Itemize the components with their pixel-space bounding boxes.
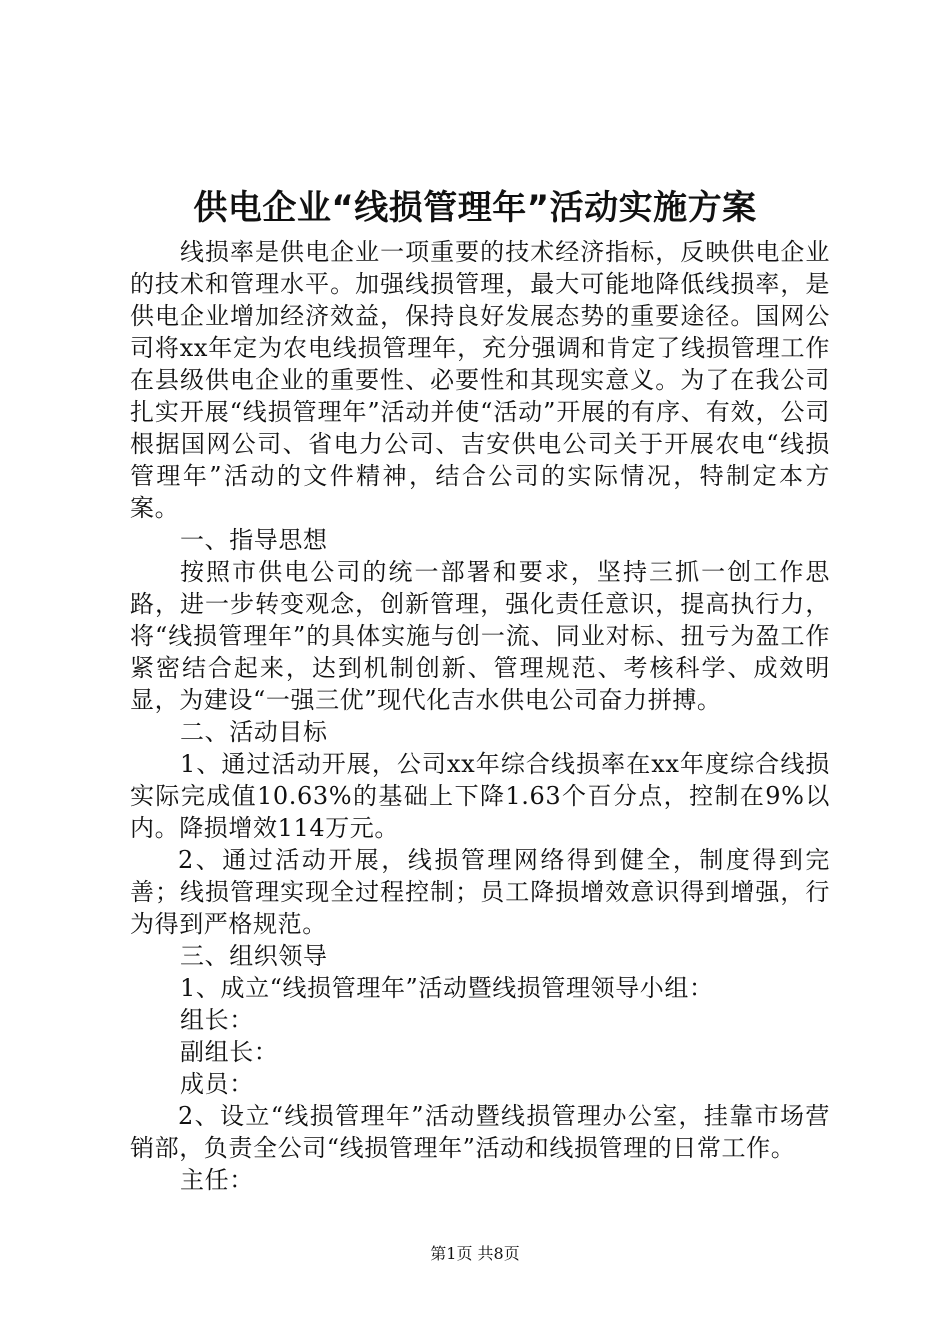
director-line: 主任： [180, 1166, 254, 1194]
intro-paragraph: 线损率是供电企业一项重要的技术经济指标，反映供电企业的技术和管理水平。加强线损管理，最大可能地降低线损率，是供电企业增加经济效益，保持良好发展态势的重要途径。国网公司将xx年定为农电线损管理年，充分强调和肯定了线损管理工作在县级供电企业的重要性、必要性和其现实意义。为了在我公司扎实开展“线损管理年”活动并使“活动”开展的有序、有效，公司根据国网公司、省电力公司、吉安供电公司关于开展农电“线损管理年”活动的文件精神，结合公司的实际情况，特制定本方案。 [130, 238, 830, 522]
goal-item-2: 2、通过活动开展，线损管理网络得到健全，制度得到完善；线损管理实现全过程控制；员工降损增效意识得到增强，行为得到严格规范。 [130, 846, 830, 938]
team-leader-line: 组长： [180, 1006, 254, 1034]
section-heading-guiding-ideology: 一、指导思想 [180, 526, 328, 554]
guiding-ideology-paragraph: 按照市供电公司的统一部署和要求，坚持三抓一创工作思路，进一步转变观念，创新管理，强化责任意识，提高执行力，将“线损管理年”的具体实施与创一流、同业对标、扭亏为盈工作紧密结合起来，达到机制创新、管理规范、考核科学、成效明显，为建设“一强三优”现代化吉水供电公司奋力拼搏。 [130, 558, 830, 714]
document-body [130, 236, 830, 1196]
organization-item-2: 2、设立“线损管理年”活动暨线损管理办公室，挂靠市场营销部，负责全公司“线损管理年”活动和线损管理的日常工作。 [130, 1102, 830, 1162]
organization-item-1: 1、成立“线损管理年”活动暨线损管理领导小组： [180, 974, 714, 1002]
page-footer: 第1页 共8页 [430, 1244, 520, 1263]
document-title: 供电企业“线损管理年”活动实施方案 [193, 188, 757, 228]
section-heading-activity-goals: 二、活动目标 [180, 718, 328, 746]
members-line: 成员： [180, 1070, 254, 1098]
section-heading-organization: 三、组织领导 [180, 942, 328, 970]
deputy-leader-line: 副组长： [180, 1038, 279, 1066]
goal-item-1: 1、通过活动开展，公司xx年综合线损率在xx年度综合线损实际完成值10.63%的基础上下降1.63个百分点，控制在9%以内。降损增效114万元。 [130, 750, 830, 842]
